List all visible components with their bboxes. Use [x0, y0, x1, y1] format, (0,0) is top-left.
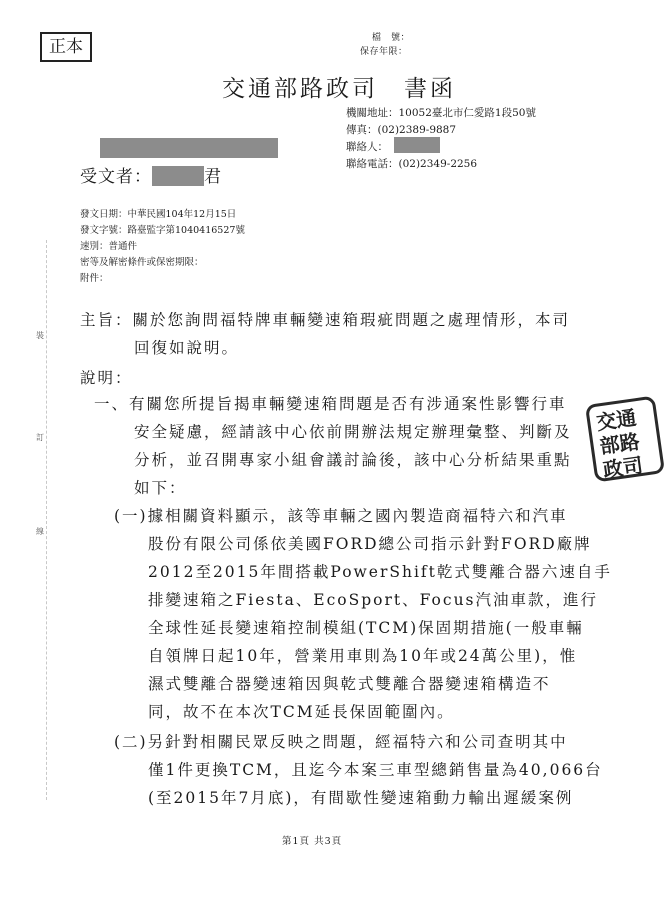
recipient-label: 受文者：: [80, 167, 152, 187]
file-number-label: 檔 號：: [372, 33, 411, 43]
recipient-suffix: 君: [204, 167, 222, 187]
subject-line-2: 回復如說明。: [134, 339, 240, 357]
sub-item-2-line: (至2015年7月底)，有間歇性變速箱動力輸出遲緩案例: [148, 789, 574, 807]
contact-redaction: [394, 137, 440, 153]
sub-item-2-line: 僅1件更換TCM，且迄今本案三車型總銷售量為40,066台: [148, 761, 603, 779]
sender-fax: 傳真：(02)2389-9887: [346, 124, 457, 136]
delivery-speed: 速別：普通件: [80, 241, 138, 252]
binding-line: [46, 240, 47, 800]
sub-item-1-line: 全球性延長變速箱控制模組(TCM)保固期措施(一般車輛: [148, 619, 584, 637]
explanation-label: 說明：: [80, 369, 133, 387]
secrecy-level: 密等及解密條件或保密期限：: [80, 257, 204, 268]
recipient-line: [80, 162, 222, 187]
item-1-line: 安全疑慮，經請該中心依前開辦法規定辦理彙整、判斷及: [134, 423, 572, 441]
item-1-line: 如下：: [134, 479, 187, 497]
retention-period-label: 保存年限：: [360, 47, 408, 57]
sender-contact: 聯絡人：: [346, 141, 388, 153]
sub-item-1-line: 2012至2015年間搭載PowerShift乾式雙離合器六速自手: [148, 563, 612, 581]
sub-item-2-line: (二)另針對相關民眾反映之問題，經福特六和公司查明其中: [114, 733, 568, 751]
subject-line-1: 主旨：關於您詢問福特牌車輛變速箱瑕疵問題之處理情形，本司: [80, 311, 571, 329]
recipient-address-redaction: [100, 138, 278, 158]
page-number: 第1頁 共3頁: [282, 836, 343, 847]
sub-item-1-line: 股份有限公司係依美國FORD總公司指示針對FORD廠牌: [148, 535, 592, 553]
sub-item-1-line: 自領牌日起10年，營業用車則為10年或24萬公里)，惟: [148, 647, 578, 665]
reference-number: 發文字號：路臺監字第1040416527號: [80, 225, 245, 236]
item-1-line: 分析，並召開專家小組會議討論後，該中心分析結果重點: [134, 451, 572, 469]
attachment-label: 附件：: [80, 273, 109, 284]
sub-item-1-line: 排變速箱之Fiesta、EcoSport、Focus汽油車款，進行: [148, 591, 599, 609]
recipient-name-redaction: [152, 166, 204, 186]
item-1-line: 一、有關您所提旨揭車輛變速箱問題是否有涉通案性影響行車: [94, 395, 567, 413]
official-seal-stamp: 交通部路政司: [585, 396, 665, 483]
sub-item-1-line: 濕式雙離合器變速箱因與乾式雙離合器變速箱構造不: [148, 675, 551, 693]
binding-mark-2: 訂: [36, 433, 44, 442]
binding-mark-3: 線: [36, 527, 44, 536]
document-title: 交通部路政司 書函: [222, 76, 456, 102]
issue-date: 發文日期：中華民國104年12月15日: [80, 209, 237, 220]
sub-item-1-line: 同，故不在本次TCM延長保固範圍內。: [148, 703, 455, 721]
sub-item-1-line: (一)據相關資料顯示，該等車輛之國內製造商福特六和汽車: [114, 507, 568, 525]
sender-phone: 聯絡電話：(02)2349-2256: [346, 158, 478, 170]
sender-address: 機關地址：10052臺北市仁愛路1段50號: [346, 107, 536, 119]
binding-mark-1: 裝: [36, 331, 44, 340]
original-copy-stamp: 正本: [40, 32, 92, 62]
